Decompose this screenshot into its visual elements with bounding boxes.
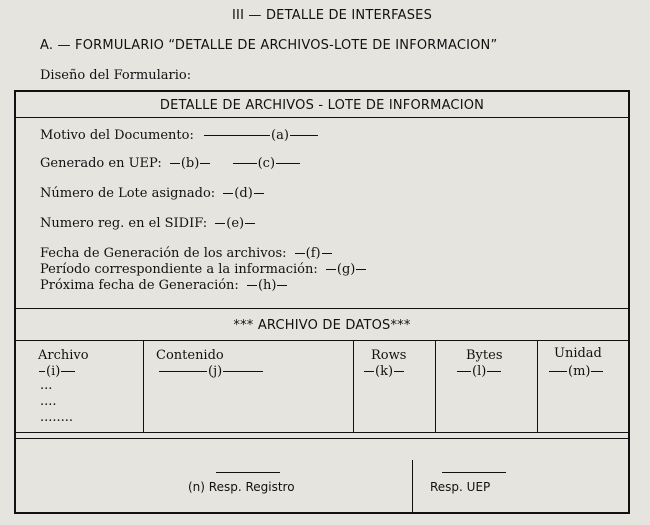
field-periodo-line [326, 269, 336, 270]
archivo-dots-3: ........ [40, 410, 74, 425]
field-proxima-label: Próxima fecha de Generación: [40, 278, 239, 293]
field-fecha-gen [40, 246, 333, 261]
field-motivo-line-end [290, 135, 318, 136]
field-fecha-gen-code: (f) [305, 246, 321, 261]
field-sidif-label: Numero reg. en el SIDIF: [40, 216, 208, 231]
field-sidif-code: (e) [226, 216, 245, 231]
box-header: DETALLE DE ARCHIVOS - LOTE DE INFORMACION [159, 98, 485, 113]
field-periodo [40, 262, 367, 277]
field-sidif [40, 216, 256, 231]
signature-line-uep [442, 472, 506, 473]
signature-uep-label: Resp. UEP [430, 480, 491, 494]
field-fecha-gen-line [295, 253, 305, 254]
field-lote-label: Número de Lote asignado: [40, 186, 216, 201]
column-unidad-header: Unidad [554, 346, 602, 361]
column-bytes-code: (l) [456, 364, 502, 379]
column-archivo-code: (i) [38, 364, 76, 379]
column-rows-header: Rows [371, 348, 407, 363]
section-title: III — DETALLE DE INTERFASES [232, 8, 433, 23]
header-divider [16, 117, 628, 118]
field-generado-code-b: (b) [180, 156, 200, 171]
form-box [14, 90, 630, 514]
column-archivo-header: Archivo [38, 348, 89, 363]
column-contenido-code: (j) [158, 364, 264, 379]
archivo-dots-1: ... [40, 378, 53, 393]
field-sidif-line-end [245, 223, 255, 224]
column-divider-4 [537, 340, 538, 432]
column-divider-1 [143, 340, 144, 432]
form-title: A. — FORMULARIO “DETALLE DE ARCHIVOS-LOTE DE INFORMACION” [40, 38, 498, 53]
field-sidif-line [215, 223, 225, 224]
field-proxima-line-end [277, 285, 287, 286]
data-section-divider-top [16, 308, 628, 309]
data-table-bottom [16, 432, 628, 433]
field-motivo-label: Motivo del Documento: [40, 128, 194, 143]
field-proxima-code: (h) [257, 278, 277, 293]
field-generado-line-c-end [276, 163, 300, 164]
field-lote-line [223, 193, 233, 194]
column-divider-2 [353, 340, 354, 432]
field-fecha-gen-line-end [322, 253, 332, 254]
field-periodo-code: (g) [336, 262, 356, 277]
signature-line-registro [216, 472, 280, 473]
field-lote-code: (d) [234, 186, 253, 201]
column-contenido-header: Contenido [156, 348, 224, 363]
field-generado-code-c: (c) [257, 156, 276, 171]
field-motivo-line [204, 135, 270, 136]
field-periodo-label: Período correspondiente a la información: [40, 262, 318, 277]
signature-registro-label: (n) Resp. Registro [188, 480, 295, 494]
field-periodo-line-end [356, 269, 366, 270]
field-lote-line-end [254, 193, 264, 194]
column-rows-code: (k) [363, 364, 405, 379]
field-generado [40, 156, 301, 171]
design-label: Diseño del Formulario: [40, 68, 192, 83]
field-motivo-code: (a) [271, 128, 289, 143]
field-generado-line-b [170, 163, 180, 164]
column-unidad-code: (m) [548, 364, 604, 379]
archivo-dots-2: .... [40, 394, 57, 409]
column-bytes-header: Bytes [466, 348, 503, 363]
field-proxima [40, 278, 288, 293]
data-section-title: *** ARCHIVO DE DATOS*** [233, 318, 411, 333]
signature-divider [16, 438, 628, 439]
field-generado-label: Generado en UEP: [40, 156, 162, 171]
field-lote [40, 186, 265, 201]
field-motivo [40, 128, 319, 143]
column-divider-3 [435, 340, 436, 432]
field-proxima-line [247, 285, 257, 286]
field-fecha-gen-label: Fecha de Generación de los archivos: [40, 246, 287, 261]
field-generado-line-c [233, 163, 257, 164]
field-generado-line-b-end [200, 163, 210, 164]
signature-column-divider [412, 460, 413, 514]
